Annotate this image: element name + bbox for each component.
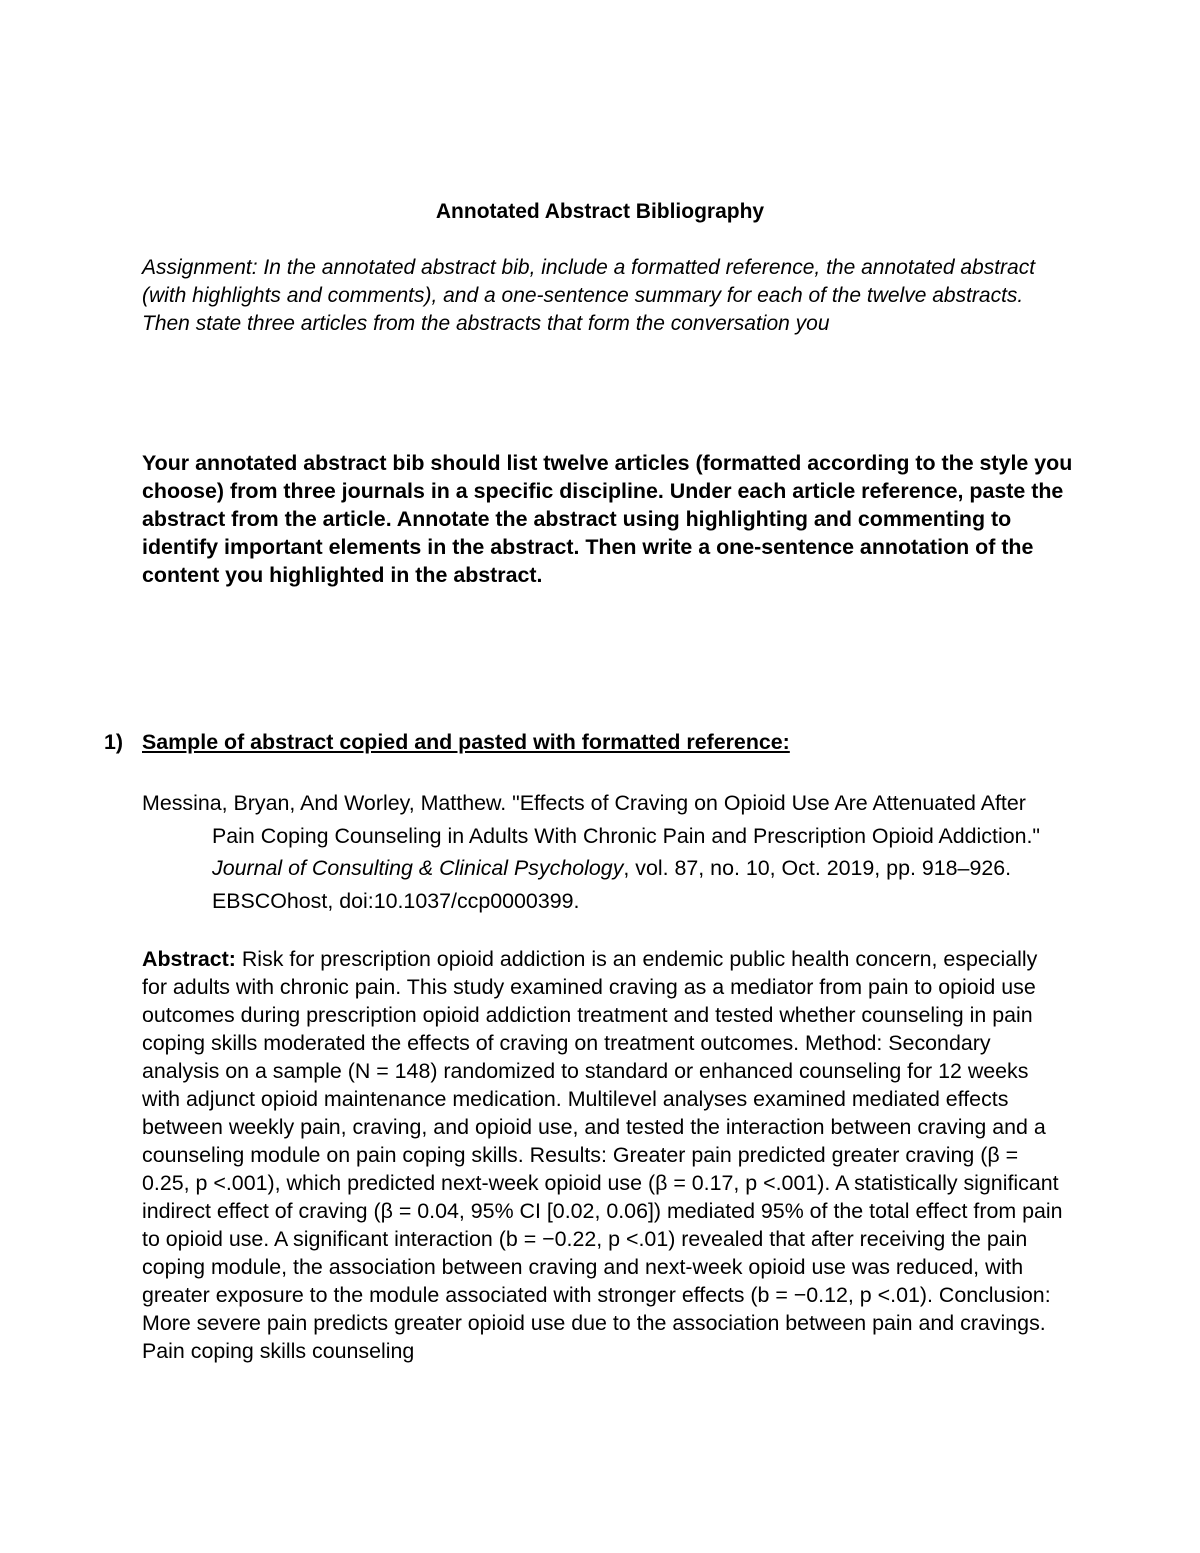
section-heading xyxy=(104,728,1004,756)
reference-authors-title: Messina, Bryan, And Worley, Matthew. "Effects of Craving on Opioid Use Are Attenuated After Pain Coping Counseling in Adults With Chronic Pain and Prescription Opioid Addiction." xyxy=(142,791,1041,848)
document-title: Annotated Abstract Bibliography xyxy=(435,200,765,223)
instructions-paragraph: Your annotated abstract bib should list twelve articles (formatted according to the style you choose) from three journals in a specific discipline. Under each article reference, paste the abstract from the article. Annotate the abstract using highlighting and commenting to identify important elements in the abstract. Then write a one-sentence annotation of the content you highlighted in the abstract. xyxy=(142,451,1073,587)
assignment-paragraph: Assignment: In the annotated abstract bib, include a formatted reference, the annotated abstract (with highlights and comments), and a one-sentence summary for each of the twelve abstracts. Then state three articles from the abstracts that form the conversation you xyxy=(142,256,1036,335)
abstract-label: Abstract: xyxy=(142,947,236,971)
abstract-text: Risk for prescription opioid addiction is an endemic public health concern, especially for adults with chronic pain. This study examined craving as a mediator from pain to opioid use outcomes during prescription opioid addiction treatment and tested whether counseling in pain coping skills moderated the effects of craving on treatment outcomes. Method: Secondary analysis on a sample (N = 148) randomized to standard or enhanced counseling for 12 weeks with adjunct opioid maintenance medication. Multilevel analyses examined mediated effects between weekly pain, craving, and opioid use, and tested the interaction between craving and a counseling module on pain coping skills. Results: Greater pain predicted greater craving (β = 0.25, p <.001), which predicted next-week opioid use (β = 0.17, p <.001). A statistically significant indirect effect of craving (β = 0.04, 95% CI [0.02, 0.06]) mediated 95% of the total effect from pain to opioid use. A significant interaction (b = −0.22, p <.01) revealed that after receiving the pain coping module, the association between craving and next-week opioid use was reduced, with greater exposure to the module associated with stronger effects (b = −0.12, p <.01). Conclusion: More severe pain predicts greater opioid use due to the association between pain and cravings. Pain coping skills counseling xyxy=(142,947,1063,1363)
section-number: 1) xyxy=(104,730,124,754)
abstract-paragraph xyxy=(142,945,1067,1365)
section-heading-text: Sample of abstract copied and pasted with formatted reference: xyxy=(142,730,790,754)
reference-details: , vol. 87, no. 10, Oct. 2019, pp. 918–926. EBSCOhost, doi:10.1037/ccp0000399. xyxy=(212,856,1012,913)
formatted-reference xyxy=(142,787,1072,917)
reference-journal: Journal of Consulting & Clinical Psychology xyxy=(212,856,624,880)
